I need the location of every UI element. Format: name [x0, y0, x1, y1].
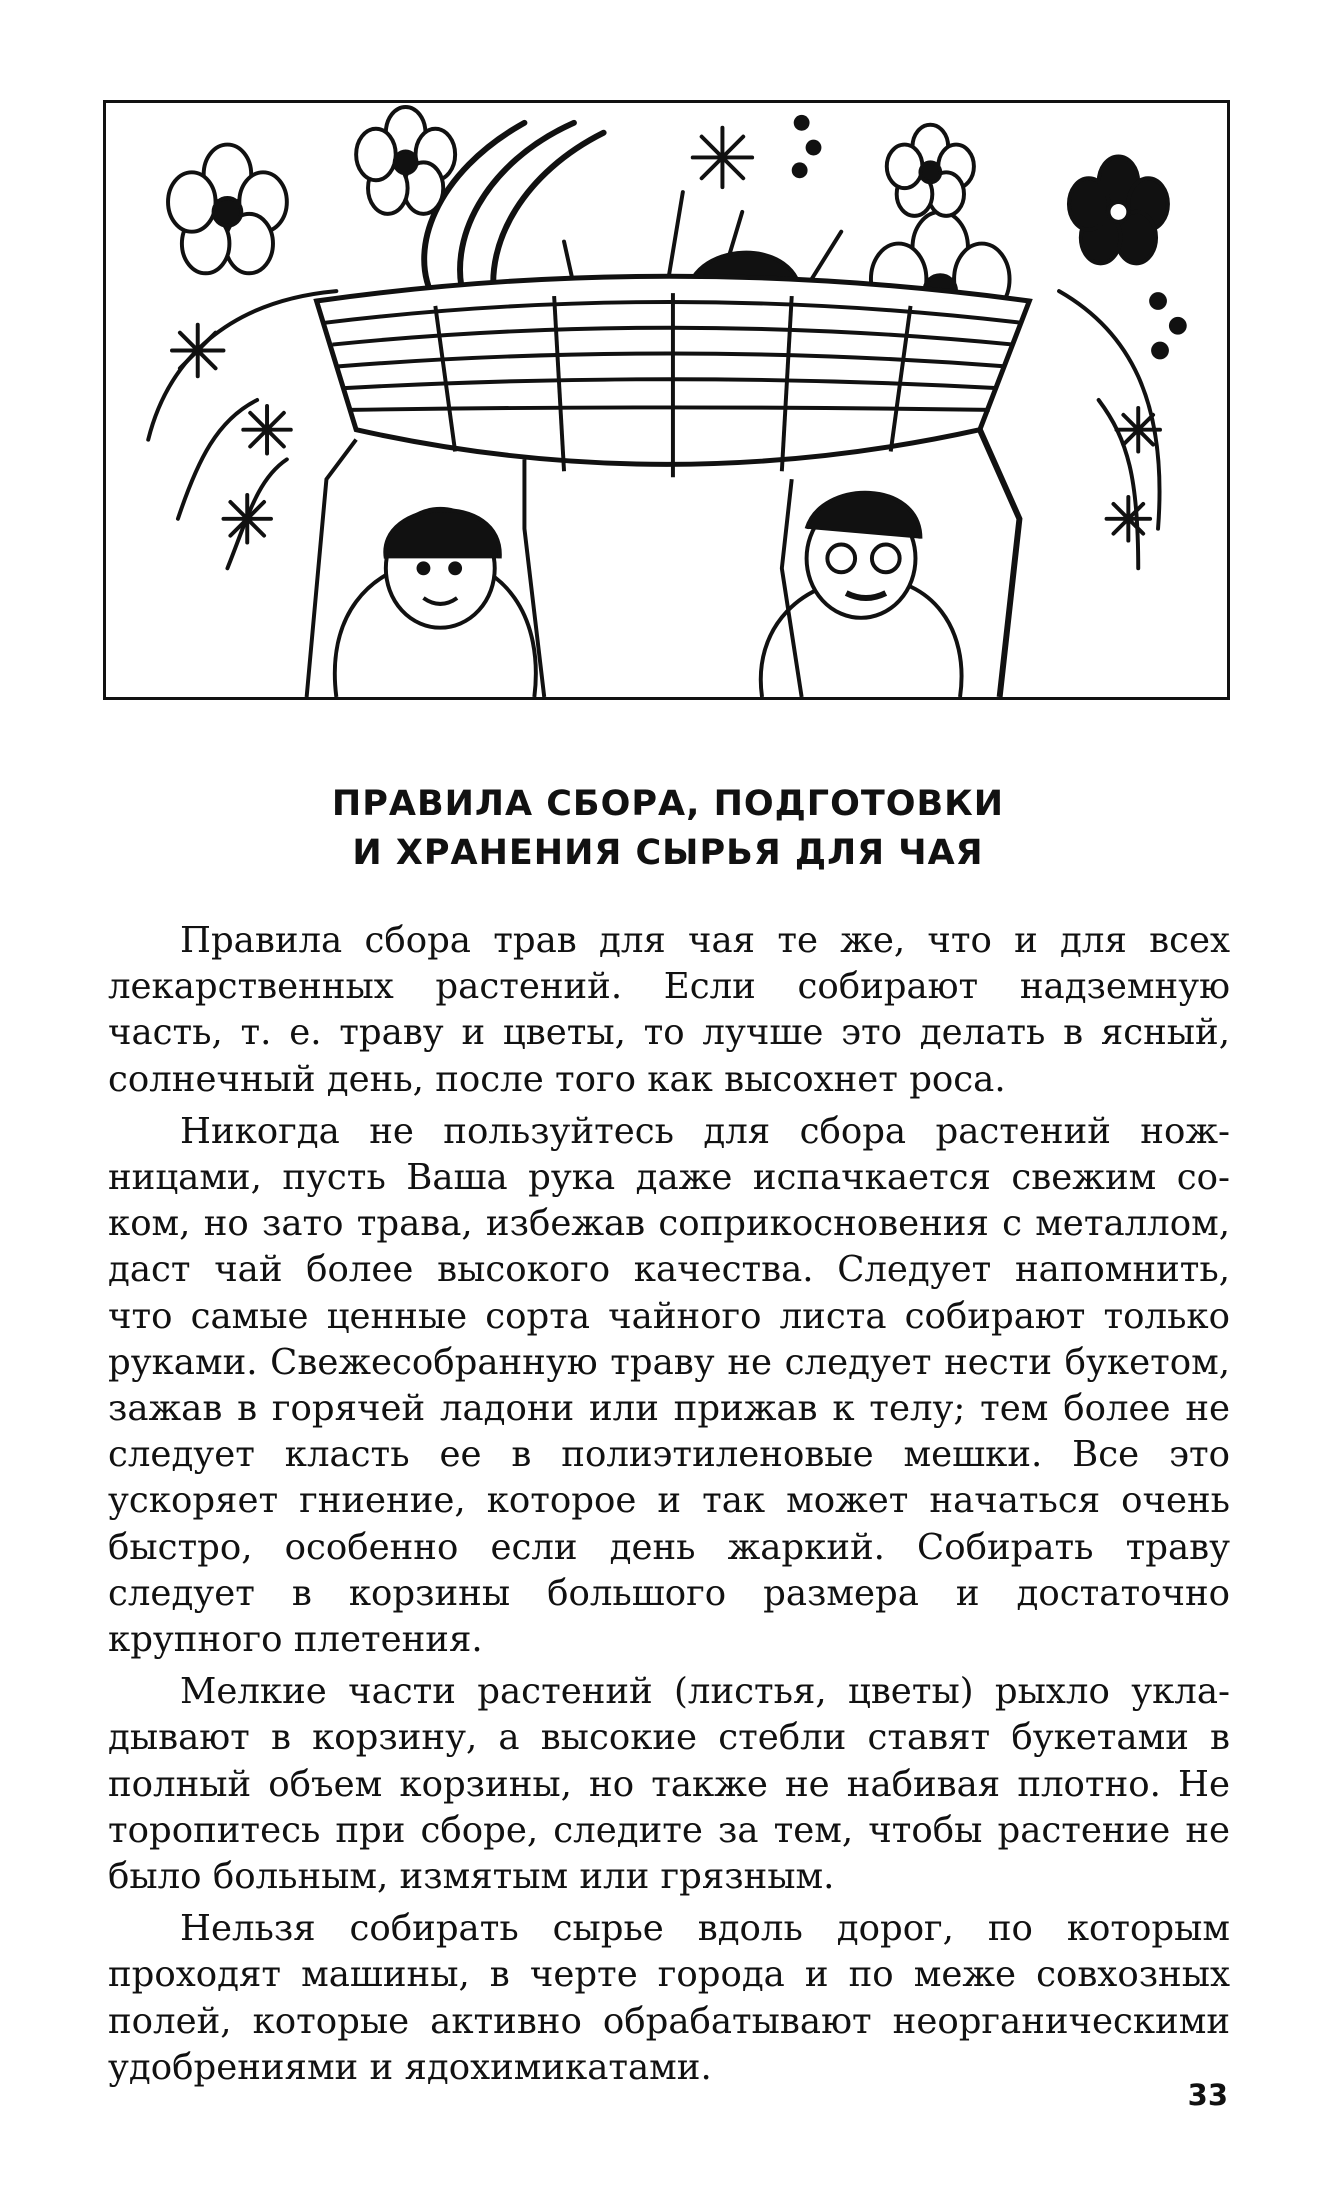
paragraph: Нельзя собирать сырье вдоль дорог, по которым проходят машины, в черте города и по меже совхозных полей, которые активно обрабатывают неорганическими удобрениями и ядохимикатами. — [108, 1908, 1230, 2088]
paragraph: Мелкие части растений (листья, цветы) рыхло укладывают в корзину, а высокие стебли ставят букетами в полный объем корзины, но также не набивая плотно. Не торопитесь при сборе, следите за тем, чтобы растение не было больным, измятым или грязным. — [108, 1671, 1230, 1898]
paragraph: Никогда не пользуйтесь для сбора растений ножницами, пусть Ваша рука даже испачкается свежим соком, но зато трава, избежав соприкосновения с металлом, даст чай более высокого качества. Следует напомнить, что самые ценные сорта чайного листа собирают только руками. Свежесобранную траву не следует нести букетом, зажав в горячей ладони или прижав к телу; тем более не следует класть ее в полиэтиленовые мешки. Все это ускоряет гниение, которое и так может начаться очень быстро, особенно если день жаркий. Собирать траву следует в корзины большого размера и достаточно крупного плетения. — [108, 1110, 1230, 1661]
illustration-drawing — [106, 103, 1227, 697]
page-number: 33 — [1187, 2078, 1228, 2112]
flower-basket-illustration — [103, 100, 1230, 700]
heading-line-1: ПРАВИЛА СБОРА, ПОДГОТОВКИ — [331, 784, 1005, 824]
heading-line-2: И ХРАНЕНИЯ СЫРЬЯ ДЛЯ ЧАЯ — [352, 833, 984, 873]
section-heading — [180, 780, 1156, 878]
article-body — [108, 918, 1230, 2097]
paragraph: Правила сбора трав для чая те же, что и для всех лекарственных растений. Если собирают надземную часть, т. е. траву и цветы, то лучше это делать в ясный, солнечный день, после того как высохнет роса. — [108, 920, 1230, 1100]
